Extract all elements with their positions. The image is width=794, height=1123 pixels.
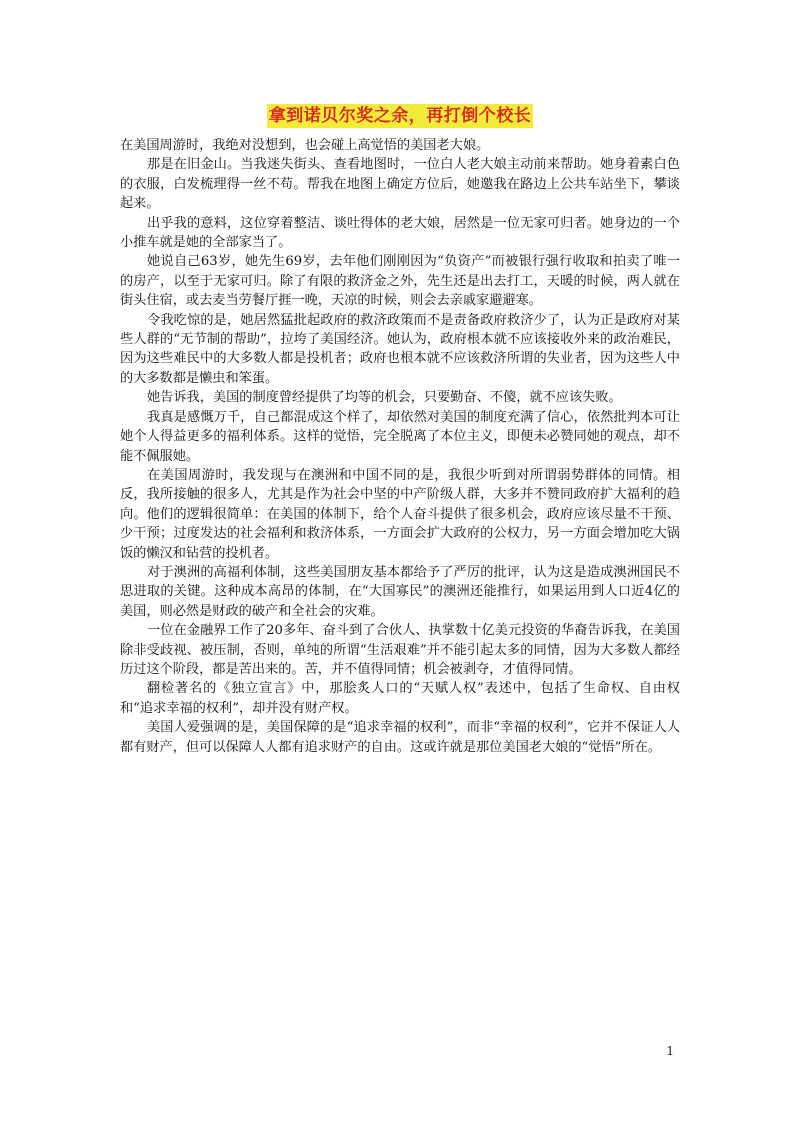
document-page	[120, 104, 680, 757]
title-container	[120, 104, 680, 128]
paragraph-5: 令我吃惊的是，她居然猛批起政府的救济政策而不是责备政府救济少了，认为正是政府对某些人群的“无节制的帮助”，拉垮了美国经济。她认为，政府根本就不应该接收外来的政治难民，因为这些难民中的大多数人都是投机者；政府也根本就不应该救济所谓的失业者，因为这些人中的大多数都是懒虫和笨蛋。	[120, 312, 680, 386]
document-title: 拿到诺贝尔奖之余，再打倒个校长	[268, 106, 532, 126]
paragraph-7: 我真是感慨万千，自己都混成这个样了，却依然对美国的制度充满了信心，依然批判本可让她个人得益更多的福利体系。这样的觉悟，完全脱离了本位主义，即便未必赞同她的观点，却不能不佩服她。	[120, 409, 680, 464]
paragraph-12: 美国人爱强调的是，美国保障的是“追求幸福的权利”，而非“幸福的权利”，它并不保证人人都有财产，但可以保障人人都有追求财产的自由。这或许就是那位美国老大娘的“觉悟”所在。	[120, 720, 680, 755]
paragraph-1: 在美国周游时，我绝对没想到，也会碰上高觉悟的美国老大娘。	[120, 138, 490, 153]
paragraph-6: 她告诉我，美国的制度曾经提供了均等的机会，只要勤奋、不傻，就不应该失败。	[147, 390, 622, 406]
paragraph-2: 那是在旧金山。当我迷失街头、查看地图时，一位白人老大娘主动前来帮助。她身着素白色的衣服，白发梳理得一丝不苟。帮我在地图上确定方位后，她邀我在路边上公共车站坐下，攀谈起来。	[120, 157, 680, 212]
paragraph-11: 翻检著名的《独立宣言》中，那脍炙人口的“天赋人权”表述中，包括了生命权、自由权和“追求幸福的权利”，却并没有财产权。	[120, 681, 680, 716]
paragraph-9: 对于澳洲的高福利体制，这些美国朋友基本都给予了严厉的批评，认为这是造成澳洲国民不思进取的关键。这种成本高昂的体制，在“大国寡民”的澳洲还能推行，如果运用到人口近4亿的美国，则必然是财政的破产和全社会的灾难。	[120, 564, 680, 619]
paragraph-3: 出乎我的意料，这位穿着整洁、谈吐得体的老大娘，居然是一位无家可归者。她身边的一个小推车就是她的全部家当了。	[120, 215, 680, 251]
paragraph-8: 在美国周游时，我发现与在澳洲和中国不同的是，我很少听到对所谓弱势群体的同情。相反，我所接触的很多人，尤其是作为社会中坚的中产阶级人群，大多并不赞同政府扩大福利的趋向。他们的逻辑很简单：在美国的体制下，给个人奋斗提供了很多机会，政府应该尽量不干预、少干预；过度发达的社会福利和救济体系，一方面会扩大政府的公权力，另一方面会增加吃大锅饭的懒汉和钻营的投机者。	[120, 467, 680, 561]
paragraph-4: 她说自己63岁，她先生69岁，去年他们刚刚因为“负资产”而被银行强行收取和拍卖了唯一的房产，以至于无家可归。除了有限的救济金之外，先生还是出去打工，天暖的时候，两人就在街头住宿，或去麦当劳餐厅捱一晚，天凉的时候，则会去亲戚家避避寒。	[120, 254, 680, 309]
paragraph-10: 一位在金融界工作了20多年、奋斗到了合伙人、执掌数十亿美元投资的华裔告诉我，在美国除非受歧视、被压制，否则，单纯的所谓“生活艰难”并不能引起太多的同情，因为大多数人都经历过这个阶段，都是苦出来的。苦，并不值得同情；机会被剥夺，才值得同情。	[120, 623, 680, 677]
page-number: 1	[666, 1044, 674, 1058]
